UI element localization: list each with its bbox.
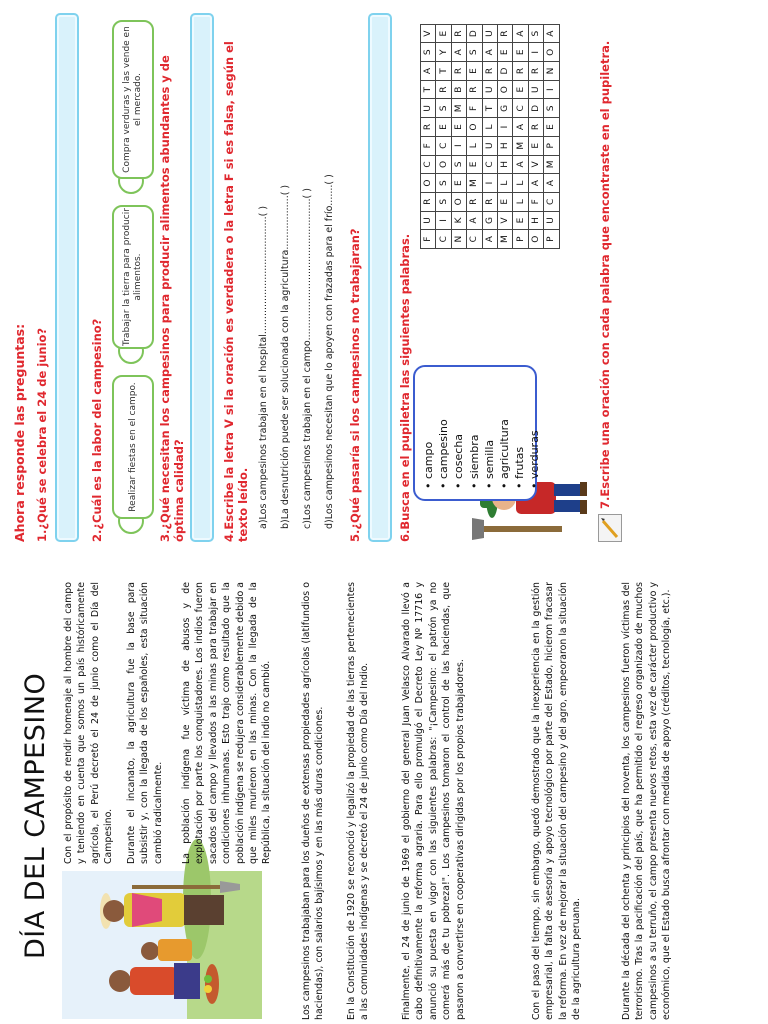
grid-cell[interactable]: O [451, 192, 466, 211]
grid-cell[interactable]: A [421, 62, 436, 81]
grid-cell[interactable]: B [451, 80, 466, 99]
grid-cell[interactable]: A [544, 174, 559, 193]
grid-cell[interactable]: I [497, 118, 512, 137]
grid-cell[interactable]: V [421, 24, 436, 43]
grid-cell[interactable]: T [482, 99, 497, 118]
grid-cell[interactable]: Y [436, 43, 451, 62]
grid-cell[interactable]: A [451, 43, 466, 62]
paragraph-3-start [180, 582, 273, 864]
grid-cell[interactable]: K [451, 211, 466, 230]
paragraph-2: Durante el incanato, la agricultura fue la base para subsistir y, con la llegada de los españoles, esta situación cambió radicalmente. [126, 582, 164, 864]
option-3[interactable]: Compra verduras y las vende en el mercado. [112, 20, 154, 179]
grid-cell[interactable]: F [528, 192, 543, 211]
grid-cell[interactable]: F [421, 230, 436, 249]
grid-cell[interactable]: R [467, 192, 482, 211]
grid-row [467, 24, 482, 248]
grid-cell[interactable]: S [451, 155, 466, 174]
grid-cell[interactable]: R [528, 62, 543, 81]
word-item: • verduras [528, 430, 542, 489]
grid-cell[interactable]: U [421, 211, 436, 230]
pencil-notebook-icon [598, 514, 622, 542]
word-item: • agricultura [498, 419, 512, 489]
questions-heading: Ahora responde las preguntas: [12, 323, 27, 542]
question-2: 2.¿Cuál es la labor del campesino? [90, 318, 104, 542]
grid-cell[interactable]: R [482, 192, 497, 211]
grid-cell[interactable]: I [451, 136, 466, 155]
grid-cell[interactable]: E [497, 43, 512, 62]
grid-cell[interactable]: E [528, 136, 543, 155]
grid-cell[interactable]: E [513, 211, 528, 230]
grid-cell[interactable]: F [421, 136, 436, 155]
grid-row [528, 24, 543, 248]
answer-field-1[interactable] [55, 13, 79, 542]
question-7: 7.Escribe una oración con cada palabra que encontraste en el pupiletra. [598, 40, 612, 509]
grid-cell[interactable]: I [528, 43, 543, 62]
grid-cell[interactable]: M [544, 155, 559, 174]
grid-cell[interactable]: R [467, 80, 482, 99]
word-item: • campesino [437, 419, 451, 489]
option-2[interactable]: Trabajar la tierra para producir alimentos. [112, 205, 154, 349]
grid-cell[interactable]: G [482, 211, 497, 230]
grid-cell[interactable]: S [421, 43, 436, 62]
grid-cell[interactable]: U [421, 99, 436, 118]
grid-cell[interactable]: A [544, 24, 559, 43]
grid-cell[interactable]: T [421, 80, 436, 99]
grid-cell[interactable]: O [467, 118, 482, 137]
grid-cell[interactable]: O [544, 43, 559, 62]
word-item: • semilla [482, 439, 496, 489]
answer-field-3[interactable] [190, 13, 214, 542]
tf-item-c: c)Los campesinos trabajan en el campo...............................................( ) [302, 188, 313, 529]
grid-cell[interactable]: L [482, 118, 497, 137]
grid-cell[interactable]: H [497, 155, 512, 174]
grid-row [513, 24, 528, 248]
grid-cell[interactable]: L [513, 174, 528, 193]
grid-cell[interactable]: I [436, 211, 451, 230]
grid-row [436, 24, 451, 248]
word-item: • campo [422, 441, 435, 489]
grid-cell[interactable]: M [451, 99, 466, 118]
grid-cell[interactable]: F [467, 99, 482, 118]
grid-cell[interactable]: S [544, 99, 559, 118]
grid-cell[interactable]: E [436, 118, 451, 137]
grid-cell[interactable]: R [451, 24, 466, 43]
tf-item-d: d)Los campesinos necesitan que lo apoyen con frazadas para el frío.......( ) [324, 174, 335, 529]
grid-cell[interactable]: D [528, 99, 543, 118]
grid-row [544, 24, 559, 248]
word-list-box [413, 365, 542, 501]
grid-cell[interactable]: C [436, 136, 451, 155]
grid-cell[interactable]: H [497, 136, 512, 155]
word-item: • siembra [467, 434, 481, 489]
grid-cell[interactable]: C [544, 192, 559, 211]
grid-cell[interactable]: C [467, 230, 482, 249]
grid-cell[interactable]: C [482, 155, 497, 174]
grid-cell[interactable]: E [451, 174, 466, 193]
grid-cell[interactable]: I [482, 174, 497, 193]
grid-cell[interactable]: E [467, 62, 482, 81]
grid-cell[interactable]: U [482, 24, 497, 43]
answer-field-5[interactable] [368, 13, 392, 542]
grid-cell[interactable]: A [482, 230, 497, 249]
paragraph-4: Los campesinos trabajaban para los dueños de extensas propiedades agrícolas (latifundios o haciendas), con salarios bajísimos y en las más duras condiciones. [301, 582, 326, 1020]
grid-cell[interactable]: T [436, 62, 451, 81]
grid-row [421, 24, 436, 248]
question-6: 6.Busca en el pupiletra las siguientes palabras. [398, 233, 412, 542]
paragraph-5: En la Constitución de 1920 se reconoció y legalizó la propiedad de las tierras pertenecientes a las comunidades indígenas y se decretó el 24 de junio como Día del Indio. [346, 582, 371, 1020]
grid-cell[interactable]: O [497, 80, 512, 99]
grid-cell[interactable]: I [544, 80, 559, 99]
grid-cell[interactable]: S [436, 174, 451, 193]
paragraph-1: Con el propósito de rendir homenaje al hombre del campo y teniendo en cuenta que somos un país históricamente agrícola, el Perú decretó el 24 de junio como el Día del Campesino. [63, 582, 115, 864]
grid-cell[interactable]: L [513, 192, 528, 211]
grid-cell[interactable]: C [513, 99, 528, 118]
grid-cell[interactable]: E [513, 43, 528, 62]
grid-cell[interactable]: O [528, 230, 543, 249]
grid-cell[interactable]: V [528, 155, 543, 174]
grid-cell[interactable]: A [467, 211, 482, 230]
grid-cell[interactable]: U [528, 80, 543, 99]
paragraph-3: La población indígena fue víctima de abusos y de explotación por parte los conquistadores. Los indios fueron sacados del campo y llevados a las minas para trabajar en condiciones inhumanas. Esto trajo como resultado que la población indígena se redujera considerablemente debido a que miles murieron en las minas. Con la llegada de la República, la situación del indio no cambió. [181, 582, 273, 864]
word-item: • frutas [513, 446, 527, 489]
grid-cell[interactable]: E [513, 80, 528, 99]
grid-cell[interactable]: D [497, 62, 512, 81]
grid-cell[interactable]: U [482, 80, 497, 99]
question-5: 5.¿Qué pasaría si los campesinos no trabajaran? [348, 228, 362, 542]
grid-cell[interactable]: N [544, 62, 559, 81]
grid-cell[interactable]: P [544, 136, 559, 155]
grid-cell[interactable]: S [528, 24, 543, 43]
page-title: DÍA DEL CAMPESINO [20, 672, 51, 959]
grid-cell[interactable]: L [467, 136, 482, 155]
grid-cell[interactable]: U [482, 136, 497, 155]
grid-cell[interactable]: R [451, 62, 466, 81]
grid-cell[interactable]: A [482, 43, 497, 62]
grid-cell[interactable]: A [513, 118, 528, 137]
grid-cell[interactable]: S [436, 192, 451, 211]
grid-cell[interactable]: R [436, 80, 451, 99]
grid-cell[interactable]: S [436, 99, 451, 118]
grid-cell[interactable]: O [436, 155, 451, 174]
word-item: • cosecha [452, 433, 466, 489]
question-4: 4.Escribe la letra V si la oración es verdadera o la letra F si es falsa, según el texto leído. [222, 41, 250, 542]
tf-item-b: b)La desnutrición puede ser solucionada con la agricultura..................( ) [280, 184, 291, 529]
grid-cell[interactable]: C [421, 155, 436, 174]
word-search-grid [420, 24, 560, 249]
grid-cell[interactable]: A [513, 24, 528, 43]
grid-cell[interactable]: E [451, 118, 466, 137]
grid-cell[interactable]: E [436, 24, 451, 43]
grid-cell[interactable]: N [451, 230, 466, 249]
grid-cell[interactable]: V [497, 211, 512, 230]
grid-cell[interactable]: R [497, 24, 512, 43]
grid-cell[interactable]: D [467, 24, 482, 43]
grid-cell[interactable]: M [467, 174, 482, 193]
grid-cell[interactable]: A [528, 174, 543, 193]
grid-cell[interactable]: E [544, 118, 559, 137]
grid-cell[interactable]: E [497, 192, 512, 211]
grid-row [497, 24, 512, 248]
grid-cell[interactable]: O [421, 174, 436, 193]
grid-row [482, 24, 497, 248]
option-1[interactable]: Realizar fiestas en el campo. [112, 375, 154, 519]
grid-cell[interactable]: G [497, 99, 512, 118]
grid-cell[interactable]: E [467, 155, 482, 174]
grid-cell[interactable]: R [421, 192, 436, 211]
grid-cell[interactable]: U [544, 211, 559, 230]
grid-cell[interactable]: P [513, 230, 528, 249]
grid-cell[interactable]: A [513, 155, 528, 174]
campesinos-illustration [62, 871, 262, 1019]
grid-cell[interactable]: C [436, 230, 451, 249]
tf-item-a: a)Los campesinos trabajan en el hospital.......................................( ) [258, 205, 269, 529]
grid-cell[interactable]: R [513, 62, 528, 81]
grid-cell[interactable]: H [528, 211, 543, 230]
grid-row [451, 24, 466, 248]
grid-cell[interactable]: M [513, 136, 528, 155]
grid-cell[interactable]: L [497, 174, 512, 193]
grid-cell[interactable]: P [544, 230, 559, 249]
grid-cell[interactable]: R [528, 118, 543, 137]
paragraph-8: Durante la década del ochenta y principios del noventa, los campesinos fueron víctimas del terrorismo. Tras la pacificación del país, que ha permitido el regreso organizado de muchos campesinos a su terruño, el campo presenta nuevos retos, esta vez de carácter productivo y económico, que el Estado busca afrontar con medidas de apoyo (créditos, tecnología, etc.). [621, 582, 673, 1020]
question-1: 1.¿Qué se celebra el 24 de junio? [35, 327, 49, 542]
grid-cell[interactable]: M [497, 230, 512, 249]
paragraph-6: Finalmente, el 24 de junio de 1969 el gobierno del general Juan Velasco Alvarado llevó a cabo definitivamente la reforma agraria. Para ello promulgó el Decreto Ley Nº 17716 y anunció su puesta en vigor con las siguientes palabras: "¡Campesino: el patrón ya no comerá más de tu pobreza!". Los campesinos tomaron el control de las haciendas, que pasaron a convertirse en cooperativas dirigidas por los propios trabajadores. [401, 582, 466, 1020]
grid-cell[interactable]: S [467, 43, 482, 62]
grid-cell[interactable]: R [482, 62, 497, 81]
grid-cell[interactable]: R [421, 118, 436, 137]
question-3: 3.¿Qué necesitan los campesinos para producir alimentos abundantes y de óptima calidad? [158, 55, 186, 542]
paragraph-7: Con el paso del tiempo, sin embargo, quedó demostrado que la inexperiencia en la gestión empresarial, la falta de asesoría y apoyo tecnológico por parte del Estado, hicieron fracasar la reforma. En vez de mejorar la situación del campesino y del agro, empeoraron la situación de la agricultura peruana. [531, 582, 583, 1020]
